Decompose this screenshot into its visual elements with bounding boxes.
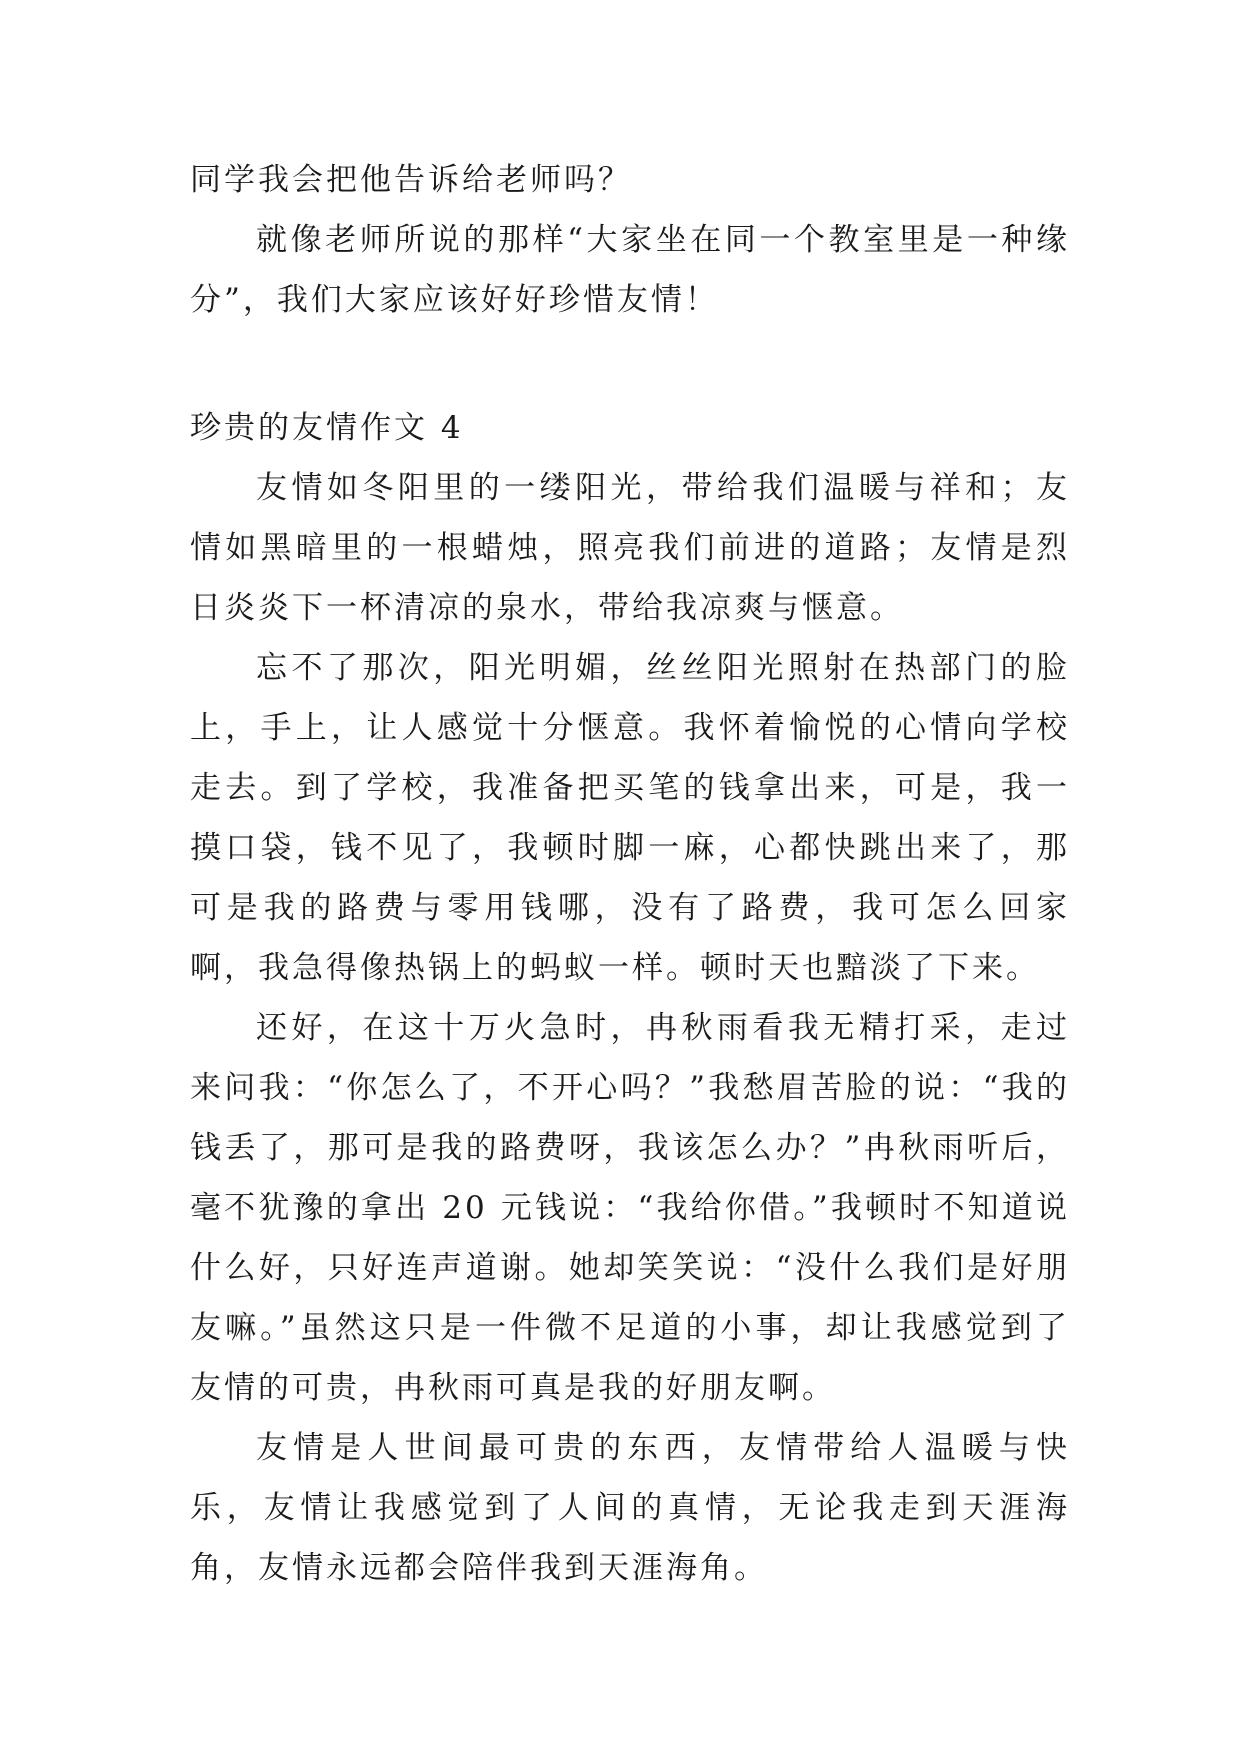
section-title: 珍贵的友情作文 4: [190, 410, 464, 446]
paragraph-1: 友情如冬阳里的一缕阳光，带给我们温暖与祥和；友情如黑暗里的一根蜡烛，照亮我们前进的道路；友情是烈日炎炎下一杯清凉的泉水，带给我凉爽与惬意。: [190, 470, 1070, 626]
document-body: [190, 150, 1070, 1598]
continuation-paragraph: 就像老师所说的那样“大家坐在同一个教室里是一种缘分”，我们大家应该好好珍惜友情！: [190, 222, 1070, 318]
paragraph-2: 忘不了那次，阳光明媚，丝丝阳光照射在热部门的脸上，手上，让人感觉十分惬意。我怀着愉悦的心情向学校走去。到了学校，我准备把买笔的钱拿出来，可是，我一摸口袋，钱不见了，我顿时脚一麻，心都快跳出来了，那可是我的路费与零用钱哪，没有了路费，我可怎么回家啊，我急得像热锅上的蚂蚁一样。顿时天也黯淡了下来。: [190, 650, 1070, 986]
paragraph-4: 友情是人世间最可贵的东西，友情带给人温暖与快乐，友情让我感觉到了人间的真情，无论我走到天涯海角，友情永远都会陪伴我到天涯海角。: [190, 1430, 1070, 1586]
paragraph-3: 还好，在这十万火急时，冉秋雨看我无精打采，走过来问我：“你怎么了，不开心吗？”我愁眉苦脸的说：“我的钱丢了，那可是我的路费呀，我该怎么办？”冉秋雨听后，毫不犹豫的拿出 20 元钱说：“我给你借。”我顿时不知道说什么好，只好连声道谢。她却笑笑说：“没什么我们是好朋友嘛。”虽然这只是一件微不足道的小事，却让我感觉到了友情的可贵，冉秋雨可真是我的好朋友啊。: [190, 1010, 1070, 1406]
continuation-line: 同学我会把他告诉给老师吗？: [190, 162, 632, 198]
